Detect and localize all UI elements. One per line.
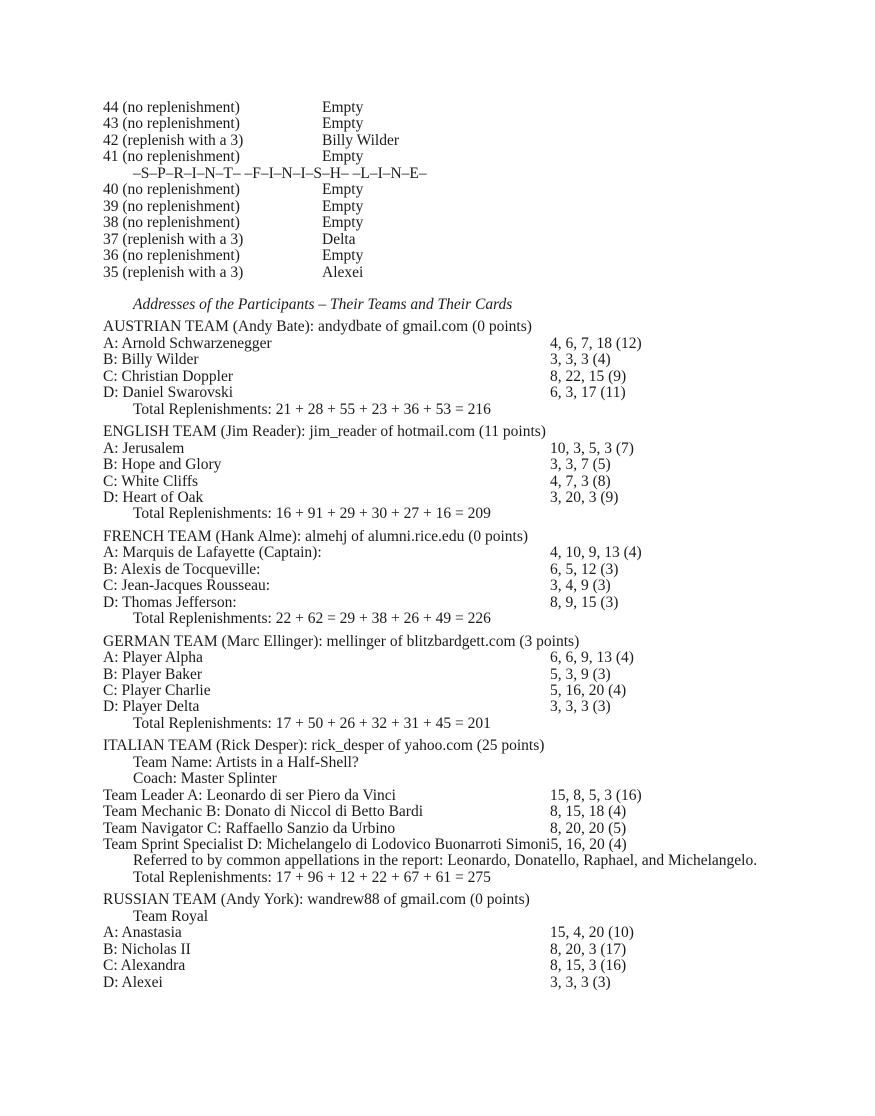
player-row [103,650,793,666]
track-occupant: Empty [322,214,364,232]
team-section-english [103,424,793,523]
player-cards: 8, 20, 3 (17) [550,940,627,958]
player-cards: 8, 9, 15 (3) [550,593,619,611]
player-row [103,385,793,401]
player-name: C: Player Charlie [103,681,211,699]
track-space-label: 37 (replenish with a 3) [103,230,244,248]
track-space-label: 44 (no replenishment) [103,99,240,116]
track-row [103,149,793,165]
player-name: C: Alexandra [103,957,186,975]
track-occupant: Billy Wilder [322,131,400,149]
player-cards: 3, 3, 3 (3) [550,973,611,991]
player-cards: 4, 7, 3 (8) [550,472,611,490]
team-coach-line: Coach: Master Splinter [133,770,277,788]
player-name: B: Billy Wilder [103,351,199,369]
player-cards: 15, 8, 5, 3 (16) [550,786,642,804]
track-space-label: 38 (no replenishment) [103,214,240,232]
team-name-line: Team Royal [133,907,209,925]
track-row [103,182,793,198]
player-name: A: Arnold Schwarzenegger [103,334,272,352]
track-row [103,116,793,132]
player-row [103,699,793,715]
player-cards: 8, 22, 15 (9) [550,367,627,385]
track-space-label: 39 (no replenishment) [103,197,240,215]
player-row [103,457,793,473]
player-row [103,837,793,853]
player-name: D: Player Delta [103,698,200,716]
team-header: RUSSIAN TEAM (Andy York): wandrew88 of gmail.com (0 points) [103,891,530,909]
player-name: Team Leader A: Leonardo di ser Piero da Vinci [103,786,396,804]
player-row [103,595,793,611]
team-header: ITALIAN TEAM (Rick Desper): rick_desper of yahoo.com (25 points) [103,737,545,755]
player-name: B: Nicholas II [103,940,191,958]
player-cards: 6, 5, 12 (3) [550,560,619,578]
player-row [103,545,793,561]
player-cards: 8, 15, 18 (4) [550,803,627,821]
track-row [103,133,793,149]
team-header: FRENCH TEAM (Hank Alme): almehj of alumni.rice.edu (0 points) [103,527,529,545]
team-total-replenishments: Total Replenishments: 17 + 50 + 26 + 32 + 31 + 45 = 201 [133,714,491,732]
player-cards: 10, 3, 5, 3 (7) [550,439,634,457]
player-row [103,925,793,941]
track-row [103,100,793,116]
player-name: A: Jerusalem [103,439,185,457]
team-total-replenishments: Total Replenishments: 17 + 96 + 12 + 22 + 67 + 61 = 275 [133,868,491,886]
player-name: D: Daniel Swarovski [103,384,234,402]
track-space-label: 40 (no replenishment) [103,181,240,199]
player-name: C: Christian Doppler [103,367,234,385]
player-name: B: Alexis de Tocqueville: [103,560,261,578]
player-cards: 3, 3, 7 (5) [550,456,611,474]
player-row [103,441,793,457]
player-cards: 3, 3, 3 (3) [550,698,611,716]
team-total-replenishments: Total Replenishments: 16 + 91 + 29 + 30 + 27 + 16 = 209 [133,505,491,523]
player-name: Team Mechanic B: Donato di Niccol di Betto Bardi [103,803,424,821]
team-appellations-note: Referred to by common appellations in the report: Leonardo, Donatello, Raphael, and Michelangelo. [133,852,758,870]
player-cards: 8, 15, 3 (16) [550,957,627,975]
team-section-russian [103,892,793,991]
player-cards: 3, 20, 3 (9) [550,488,619,506]
player-row [103,975,793,991]
player-cards: 5, 16, 20 (4) [550,836,627,854]
player-row [103,942,793,958]
player-row [103,958,793,974]
team-section-austrian [103,319,793,418]
player-name: C: Jean-Jacques Rousseau: [103,577,271,595]
team-total-replenishments: Total Replenishments: 21 + 28 + 55 + 23 + 36 + 53 = 216 [133,400,491,418]
player-row [103,490,793,506]
track-space-label: 41 (no replenishment) [103,148,240,166]
sprint-finish-line: –S–P–R–I–N–T– –F–I–N–I–S–H– –L–I–N–E– [133,164,427,182]
track-occupant: Empty [322,181,364,199]
track-space-label: 43 (no replenishment) [103,115,240,133]
team-header: AUSTRIAN TEAM (Andy Bate): andydbate of gmail.com (0 points) [103,318,532,336]
player-name: A: Marquis de Lafayette (Captain): [103,544,322,562]
player-cards: 3, 3, 3 (4) [550,351,611,369]
player-name: A: Anastasia [103,924,182,942]
player-name: A: Player Alpha [103,649,203,667]
track-space-label: 36 (no replenishment) [103,247,240,265]
player-name: D: Alexei [103,973,163,991]
player-row [103,821,793,837]
team-section-french [103,529,793,628]
team-section-italian [103,738,793,886]
player-name: Team Navigator C: Raffaello Sanzio da Urbino [103,819,396,837]
team-name-line: Team Name: Artists in a Half-Shell? [133,753,359,771]
player-cards: 4, 6, 7, 18 (12) [550,334,642,352]
player-row [103,562,793,578]
player-row [103,683,793,699]
player-name: D: Heart of Oak [103,488,204,506]
player-name: Team Sprint Specialist D: Michelangelo di Lodovico Buonarroti Simoni [103,836,551,854]
player-cards: 4, 10, 9, 13 (4) [550,544,642,562]
player-cards: 5, 16, 20 (4) [550,681,627,699]
player-cards: 6, 3, 17 (11) [550,384,626,402]
player-name: B: Hope and Glory [103,456,222,474]
team-section-german [103,634,793,733]
player-name: D: Thomas Jefferson: [103,593,237,611]
track-space-label: 35 (replenish with a 3) [103,263,244,281]
player-cards: 5, 3, 9 (3) [550,665,611,683]
track-space-label: 42 (replenish with a 3) [103,131,244,149]
player-row [103,578,793,594]
track-row [103,215,793,231]
player-cards: 15, 4, 20 (10) [550,924,634,942]
section-heading: Addresses of the Participants – Their Teams and Their Cards [133,295,513,313]
track-row [103,232,793,248]
team-header: ENGLISH TEAM (Jim Reader): jim_reader of hotmail.com (11 points) [103,423,546,441]
player-cards: 6, 6, 9, 13 (4) [550,649,634,667]
team-header: GERMAN TEAM (Marc Ellinger): mellinger of blitzbardgett.com (3 points) [103,632,580,650]
player-row [103,352,793,368]
track-row [103,248,793,264]
track-occupant: Empty [322,148,364,166]
track-occupant: Delta [322,230,356,248]
player-row [103,667,793,683]
player-row [103,804,793,820]
track-occupant: Empty [322,115,364,133]
player-name: B: Player Baker [103,665,203,683]
track-row [103,265,793,281]
player-name: C: White Cliffs [103,472,199,490]
player-cards: 8, 20, 20 (5) [550,819,627,837]
player-row [103,474,793,490]
track-occupant: Empty [322,99,364,116]
player-row [103,336,793,352]
team-total-replenishments: Total Replenishments: 22 + 62 = 29 + 38 + 26 + 49 = 226 [133,610,491,628]
track-row [103,199,793,215]
track-occupant: Empty [322,197,364,215]
player-row [103,788,793,804]
track-occupant: Alexei [322,263,364,281]
report-page [103,100,793,991]
player-row [103,369,793,385]
track-occupant: Empty [322,247,364,265]
player-cards: 3, 4, 9 (3) [550,577,611,595]
